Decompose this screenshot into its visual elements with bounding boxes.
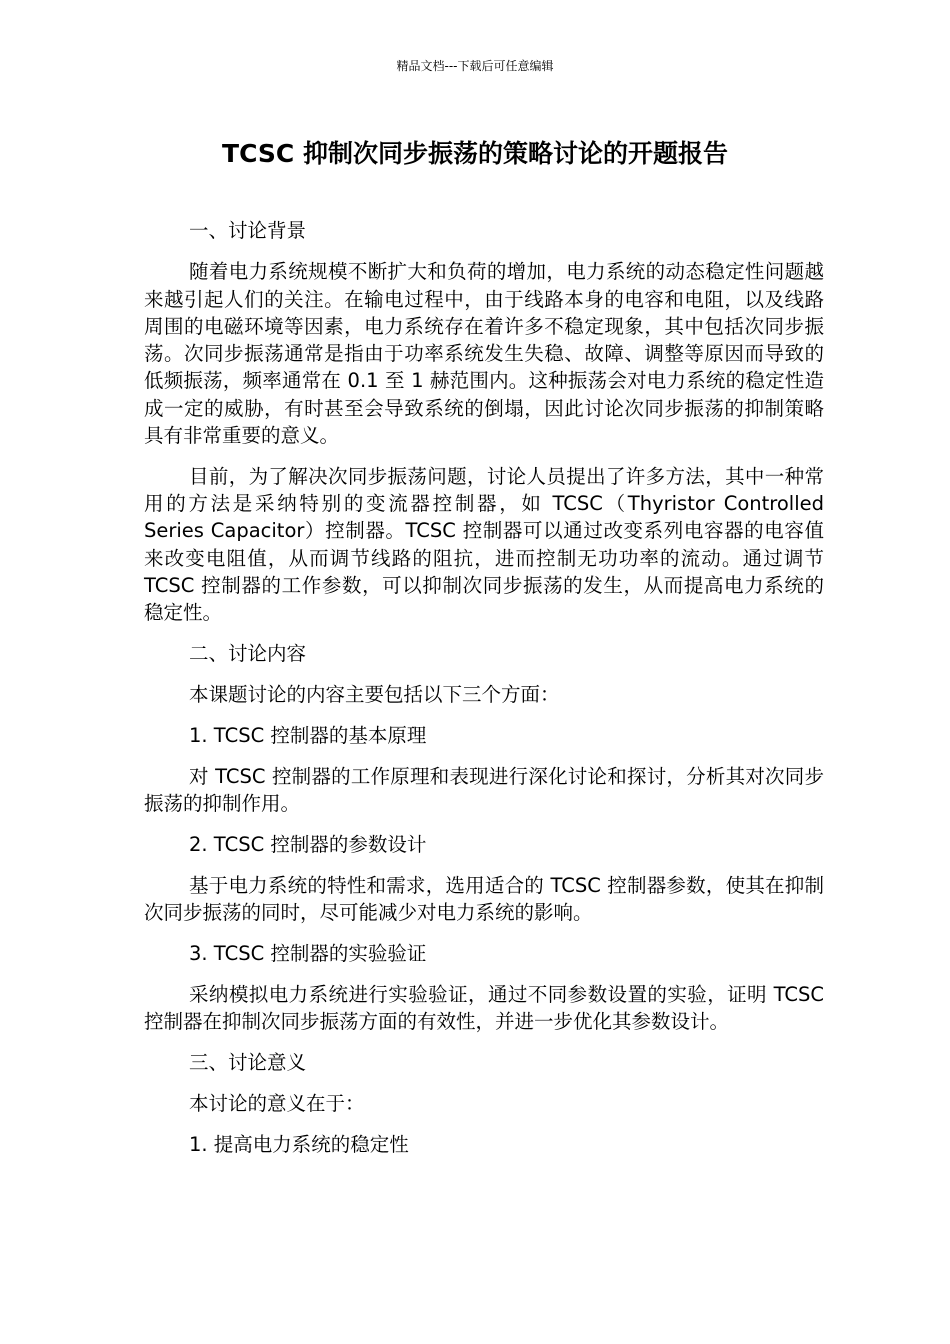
list-item-title-2: 2. TCSC 控制器的参数设计: [189, 833, 427, 857]
paragraph-background-2: 目前，为了解决次同步振荡问题，讨论人员提出了许多方法，其中一种常用的方法是采纳特别的变流器控制器，如 TCSC（Thyristor Controlled Series Capacitor）控制器。TCSC 控制器可以通过改变系列电容器的电容值来改变电阻值，从而调节线路的阻抗，进而控制无功功率的流动。通过调节 TCSC 控制器的工作参数，可以抑制次同步振荡的发生，从而提高电力系统的稳定性。: [144, 464, 824, 625]
paragraph-content-intro: 本课题讨论的内容主要包括以下三个方面：: [189, 683, 560, 707]
document-body: [144, 217, 824, 1172]
document-title: TCSC 抑制次同步振荡的策略讨论的开题报告: [222, 139, 728, 168]
list-item-text-2: 基于电力系统的特性和需求，选用适合的 TCSC 控制器参数，使其在抑制次同步振荡的同时，尽可能减少对电力系统的影响。: [144, 873, 824, 925]
header-note: 精品文档---下载后可任意编辑: [396, 59, 554, 73]
list-item-text-3: 采纳模拟电力系统进行实验验证，通过不同参数设置的实验，证明 TCSC 控制器在抑制次同步振荡方面的有效性，并进一步优化其参数设计。: [144, 982, 824, 1034]
list-item-title-3: 3. TCSC 控制器的实验验证: [189, 942, 427, 966]
list-item-text-1: 对 TCSC 控制器的工作原理和表现进行深化讨论和探讨，分析其对次同步振荡的抑制作用。: [144, 765, 824, 816]
section-heading-significance: 三、讨论意义: [189, 1050, 307, 1074]
paragraph-significance-intro: 本讨论的意义在于：: [189, 1092, 365, 1116]
paragraph-background-1: 随着电力系统规模不断扩大和负荷的增加，电力系统的动态稳定性问题越来越引起人们的关注。在输电过程中，由于线路本身的电容和电阻，以及线路周围的电磁环境等因素，电力系统存在着许多不稳定现象，其中包括次同步振荡。次同步振荡通常是指由于功率系统发生失稳、故障、调整等原因而导致的低频振荡，频率通常在 0.1 至 1 赫范围内。这种振荡会对电力系统的稳定性造成一定的威胁，有时甚至会导致系统的倒塌，因此讨论次同步振荡的抑制策略具有非常重要的意义。: [144, 260, 824, 448]
section-heading-content: 二、讨论内容: [189, 642, 307, 666]
significance-item-title-1: 1. 提高电力系统的稳定性: [189, 1133, 409, 1157]
section-heading-background: 一、讨论背景: [189, 219, 307, 242]
list-item-title-1: 1. TCSC 控制器的基本原理: [189, 724, 427, 748]
